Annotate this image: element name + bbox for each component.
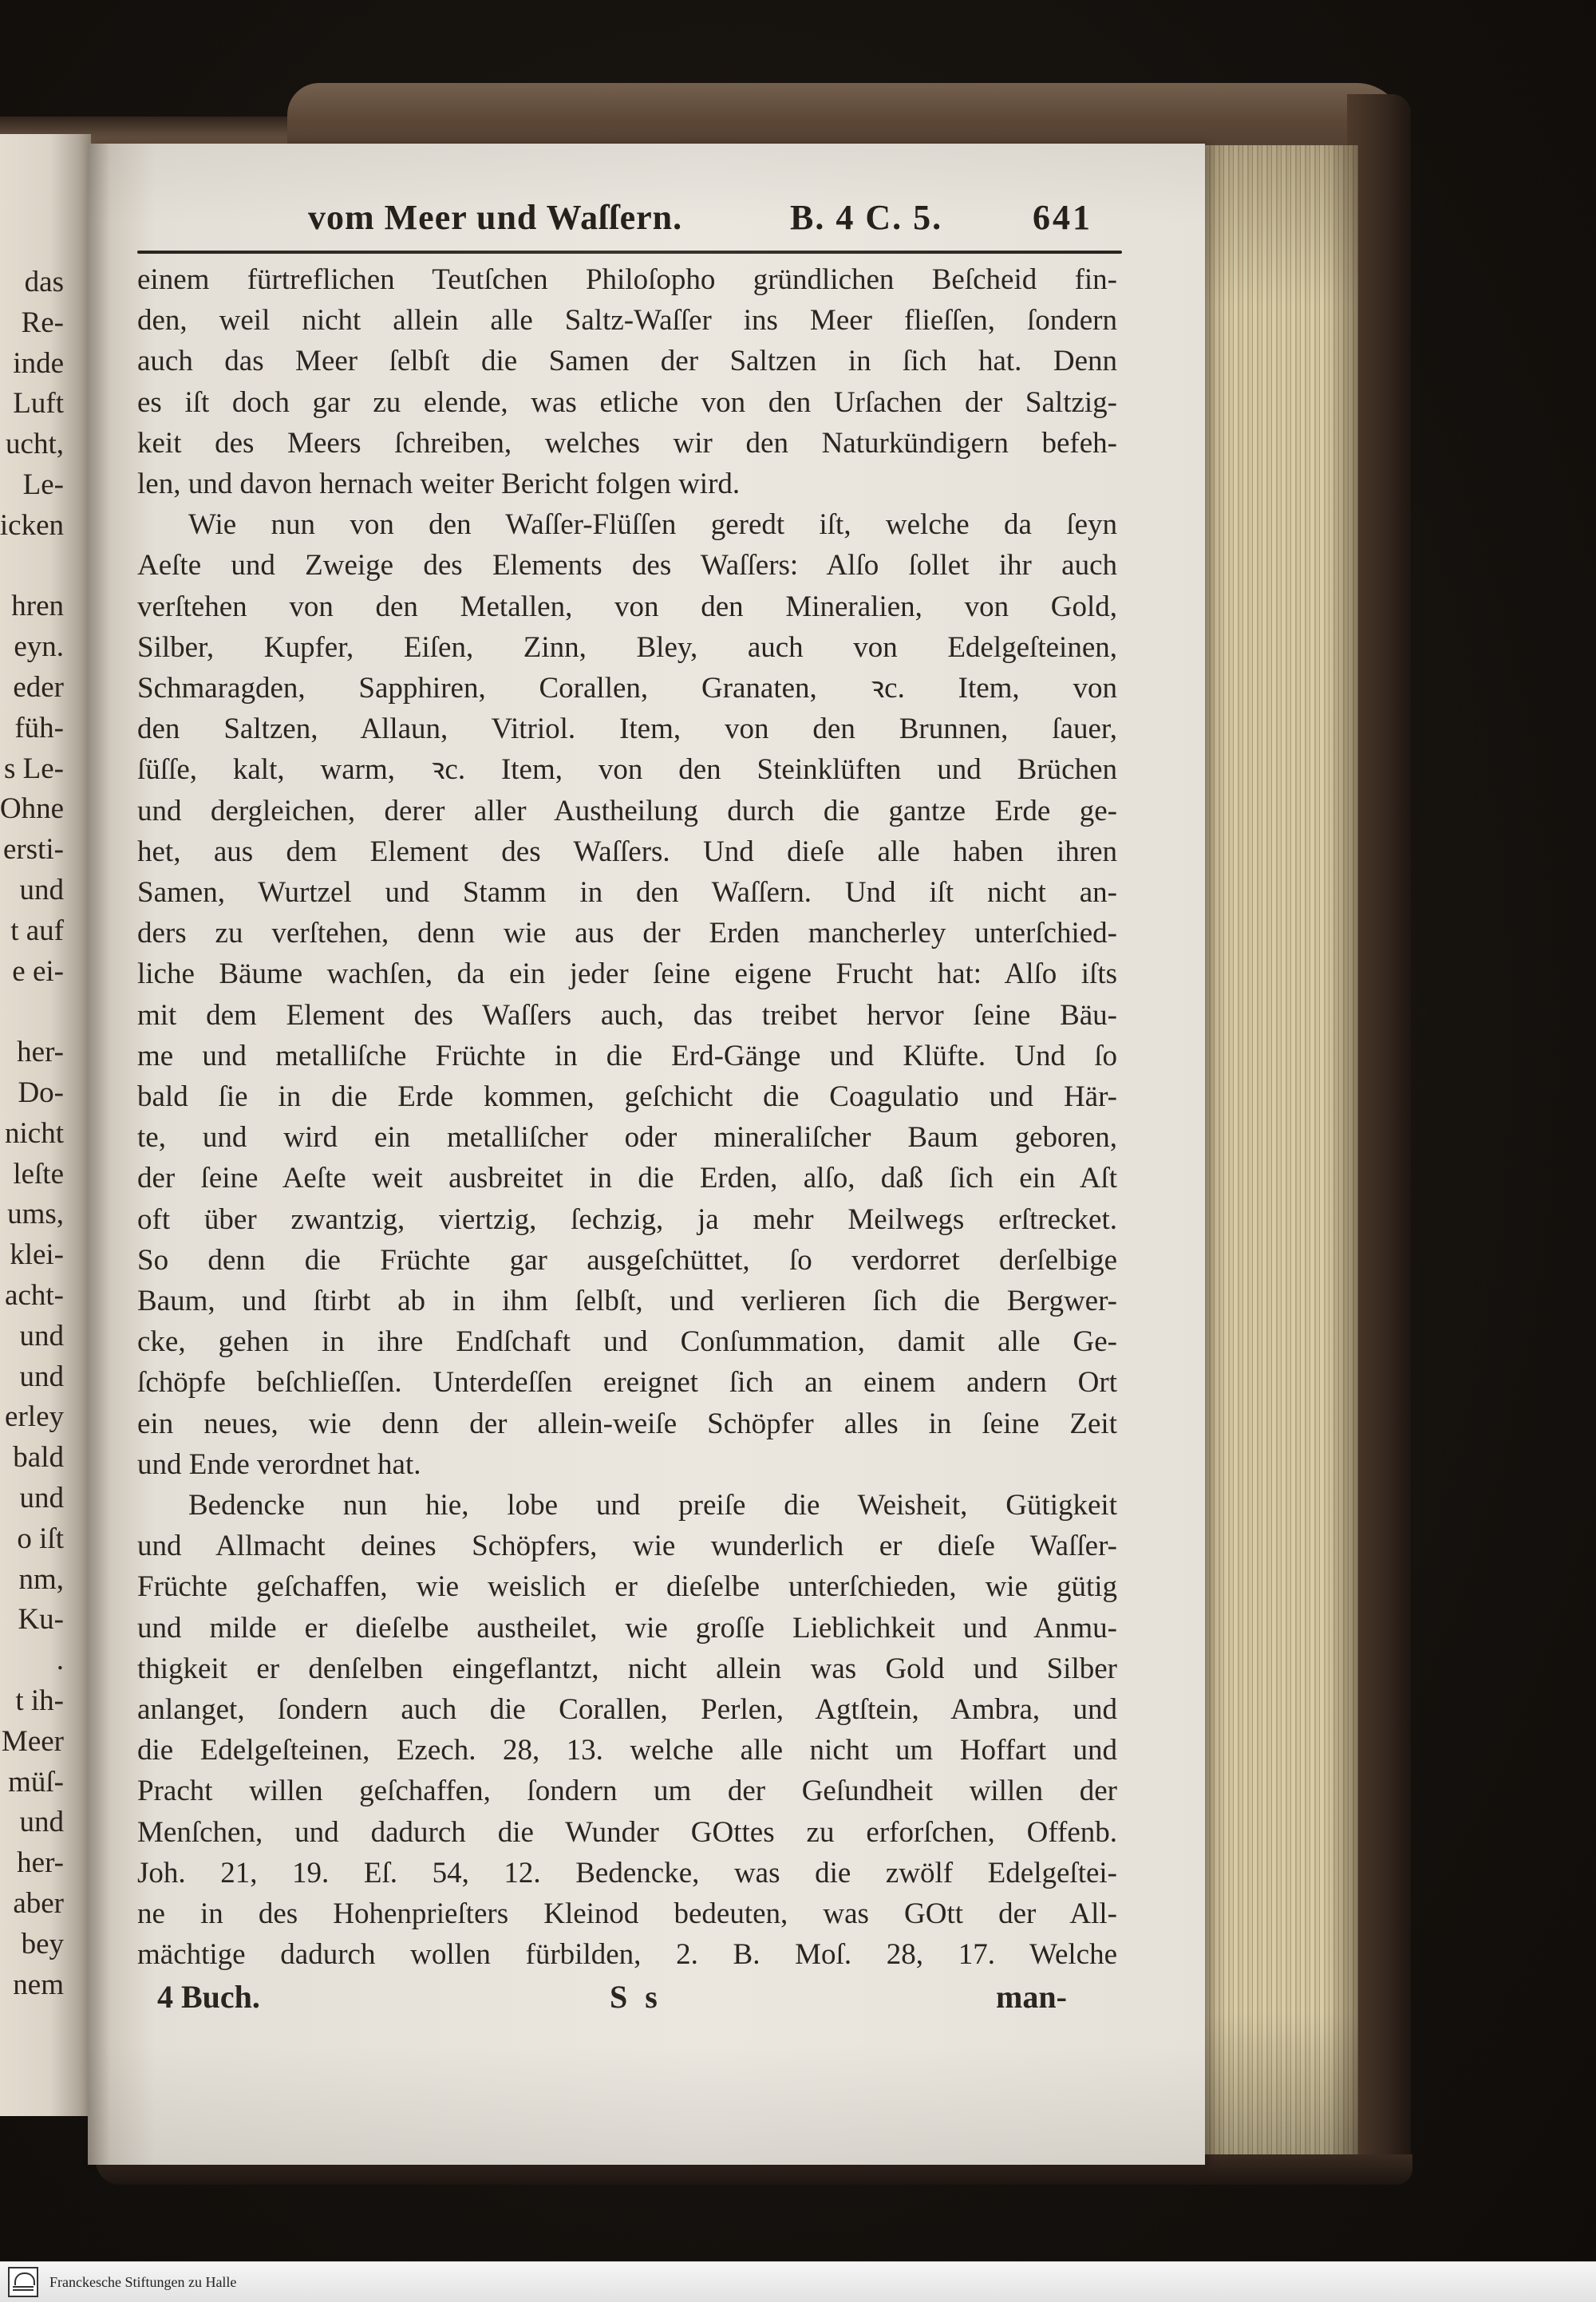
text-line: keit des Meers ſchreiben, welches wir den Naturkündigern befeh- xyxy=(137,426,1117,460)
left-page-line: müſ- xyxy=(8,1765,64,1799)
body-text xyxy=(137,259,1117,1975)
text-line: den Saltzen, Allaun, Vitriol. Item, von den Brunnen, ſauer, xyxy=(137,713,1117,746)
text-line: mit dem Element des Waſſers auch, das treibet hervor ſeine Bäu- xyxy=(137,998,1117,1032)
left-page xyxy=(0,134,91,2116)
text-line: mächtige dadurch wollen fürbilden, 2. B. Moſ. 28, 17. Welche xyxy=(137,1938,1117,1972)
left-page-line: her- xyxy=(17,1846,64,1880)
left-page-line: nm, xyxy=(18,1562,64,1596)
text-line: Früchte geſchaffen, wie weislich er dieſelbe unterſchieden, wie gütig xyxy=(137,1570,1117,1604)
text-line: den, weil nicht allein alle Saltz-Waſſer ins Meer flieſſen, ſondern xyxy=(137,304,1117,338)
text-line: te, und wird ein metalliſcher oder mineraliſcher Baum geboren, xyxy=(137,1121,1117,1155)
text-line: Pracht willen geſchaffen, ſondern um der Geſundheit willen der xyxy=(137,1775,1117,1808)
left-page-line: leſte xyxy=(13,1157,64,1190)
left-page-text xyxy=(0,262,64,2057)
left-page-line: nem xyxy=(13,1968,64,2001)
text-line: und Allmacht deines Schöpfers, wie wunderlich er dieſe Waſſer- xyxy=(137,1530,1117,1563)
left-page-line: t auf xyxy=(10,914,64,947)
left-page-line: icken xyxy=(0,508,64,542)
text-line: einem fürtreflichen Teutſchen Philoſopho gründlichen Beſcheid fin- xyxy=(137,263,1117,296)
text-line: Samen, Wurtzel und Stamm in den Waſſern. Und iſt nicht an- xyxy=(137,876,1117,909)
text-line: und milde er dieſelbe austheilet, wie groſſe Lieblichkeit und Anmu- xyxy=(137,1611,1117,1645)
left-page-line: ums, xyxy=(7,1198,64,1231)
left-page-line: und xyxy=(19,1319,64,1352)
left-page-line: ucht, xyxy=(6,428,64,461)
left-page-line: o iſt xyxy=(17,1522,64,1555)
text-line: die Edelgeſteinen, Ezech. 28, 13. welche alle nicht um Hoffart und xyxy=(137,1734,1117,1767)
left-page-line: inde xyxy=(13,346,64,380)
left-page-line: bey xyxy=(21,1927,64,1960)
left-page-line: nicht xyxy=(5,1116,64,1150)
text-line: Menſchen, und dadurch die Wunder GOttes zu erforſchen, Offenb. xyxy=(137,1815,1117,1849)
left-page-line: das xyxy=(24,266,64,298)
text-line: Wie nun von den Waſſer-Flüſſen geredt iſt, welche da ſeyn xyxy=(188,508,1117,542)
text-line: auch das Meer ſelbſt die Samen der Saltzen in ſich hat. Denn xyxy=(137,345,1117,378)
text-line: ne in des Hohenprieſters Kleinod bedeuten, was GOtt der All- xyxy=(137,1897,1117,1930)
left-page-line: Ku- xyxy=(18,1603,64,1637)
left-page-line xyxy=(0,546,64,586)
running-head xyxy=(88,196,1205,239)
text-line: thigkeit er denſelben eingeflantzt, nicht allein was Gold und Silber xyxy=(137,1652,1117,1685)
institution-logo xyxy=(8,2267,38,2297)
text-line: me und metalliſche Früchte in die Erd-Gänge und Klüfte. Und ſo xyxy=(137,1039,1117,1072)
page-footer xyxy=(88,1976,1205,2018)
text-line: ders zu verſtehen, denn wie aus der Erden mancherley unterſchied- xyxy=(137,917,1117,950)
left-page-line: Ohne xyxy=(0,792,64,826)
text-line: oft über zwantzig, viertzig, ſechzig, ja mehr Meilwegs erſtrecket. xyxy=(137,1202,1117,1236)
head-rule xyxy=(137,251,1122,254)
signature-mark: S s xyxy=(610,1979,662,2015)
text-line: Baum, und ſtirbt ab in ihm ſelbſt, und verlieren ſich die Bergwer- xyxy=(137,1285,1117,1317)
text-line: und Ende verordnet hat. xyxy=(137,1447,421,1481)
text-line: anlanget, ſondern auch die Corallen, Perlen, Agtſtein, Ambra, und xyxy=(137,1693,1117,1726)
text-line: So denn die Früchte gar ausgeſchüttet, ſo verdorret derſelbige xyxy=(137,1243,1117,1277)
page-edges xyxy=(1195,145,1358,2174)
left-page-line: hren xyxy=(11,590,64,623)
text-line: Joh. 21, 19. Eſ. 54, 12. Bedencke, was die zwölf Edelgeſtei- xyxy=(137,1856,1117,1889)
text-line: het, aus dem Element des Waſſers. Und dieſe alle haben ihren xyxy=(137,835,1117,868)
text-line: ſüſſe, kalt, warm, ꝛc. Item, von den Steinklüften und Brüchen xyxy=(137,753,1117,787)
left-page-line: eyn. xyxy=(14,630,64,664)
left-page-line: Luft xyxy=(13,387,64,421)
text-line: ſchöpfe beſchlieſſen. Unterdeſſen ereignet ſich an einem andern Ort xyxy=(137,1366,1117,1400)
left-page-line: und xyxy=(19,1806,64,1839)
text-line: Silber, Kupfer, Eiſen, Zinn, Bley, auch von Edelgeſteinen, xyxy=(137,630,1117,664)
left-page-line: aber xyxy=(13,1887,64,1920)
left-page-line: t ih- xyxy=(15,1684,64,1717)
text-line: der ſeine Aeſte weit ausbreitet in die Erden, alſo, daß ſich ein Aſt xyxy=(137,1162,1117,1195)
left-page-line xyxy=(0,991,64,1032)
left-page-line: ersti- xyxy=(2,833,64,867)
left-page-line: und xyxy=(19,1360,64,1393)
signature-book: 4 Buch. xyxy=(157,1979,260,2015)
text-line: verſtehen von den Metallen, von den Mineralien, von Gold, xyxy=(137,590,1117,623)
left-page-line: her- xyxy=(17,1036,64,1069)
running-head-section: B. 4 C. 5. xyxy=(790,198,943,237)
left-page-line: Le- xyxy=(22,468,64,501)
text-line: len, und davon hernach weiter Bericht folgen wird. xyxy=(137,468,741,500)
credit-bar xyxy=(0,2261,1596,2302)
left-page-line: acht- xyxy=(5,1279,64,1312)
text-line: Bedencke nun hie, lobe und preiſe die Weisheit, Gütigkeit xyxy=(188,1489,1117,1522)
left-page-line: s Le- xyxy=(4,752,64,785)
left-page-line: . xyxy=(56,1644,64,1677)
left-page-line: Do- xyxy=(18,1076,64,1109)
left-page-line: Re- xyxy=(21,306,64,339)
page-number: 641 xyxy=(1033,198,1092,237)
text-line: liche Bäume wachſen, da ein jeder ſeine eigene Frucht hat: Alſo iſts xyxy=(137,958,1117,991)
text-line: ein neues, wie denn der allein-weiſe Schöpfer alles in ſeine Zeit xyxy=(137,1407,1117,1440)
left-page-line: füh- xyxy=(14,711,64,744)
credit-text: Franckesche Stiftungen zu Halle xyxy=(49,2274,237,2290)
text-line: und dergleichen, derer aller Austheilung durch die gantze Erde ge- xyxy=(137,794,1117,827)
left-page-line: Meer xyxy=(1,1724,64,1758)
left-page-line: erley xyxy=(5,1400,64,1434)
text-line: es iſt doch gar zu elende, was etliche von den Urſachen der Saltzig- xyxy=(137,385,1117,419)
text-line: Schmaragden, Sapphiren, Corallen, Granaten, ꝛc. Item, von xyxy=(137,672,1117,705)
left-page-line: und xyxy=(19,874,64,906)
left-page-line: klei- xyxy=(10,1238,64,1272)
catchword: man- xyxy=(996,1979,1067,2015)
left-page-line: bald xyxy=(13,1441,64,1475)
left-page-line: und xyxy=(19,1482,64,1514)
running-head-title: vom Meer und Waſſern. xyxy=(308,198,683,237)
left-page-line: eder xyxy=(13,671,64,704)
left-page-line: e ei- xyxy=(12,954,64,988)
text-line: bald ſie in die Erde kommen, geſchicht die Coagulatio und Här- xyxy=(137,1080,1117,1113)
right-page xyxy=(88,144,1205,2165)
text-line: Aeſte und Zweige des Elements des Waſſers: Alſo ſollet ihr auch xyxy=(137,549,1117,582)
text-line: cke, gehen in ihre Endſchaft und Conſummation, damit alle Ge- xyxy=(137,1325,1117,1359)
